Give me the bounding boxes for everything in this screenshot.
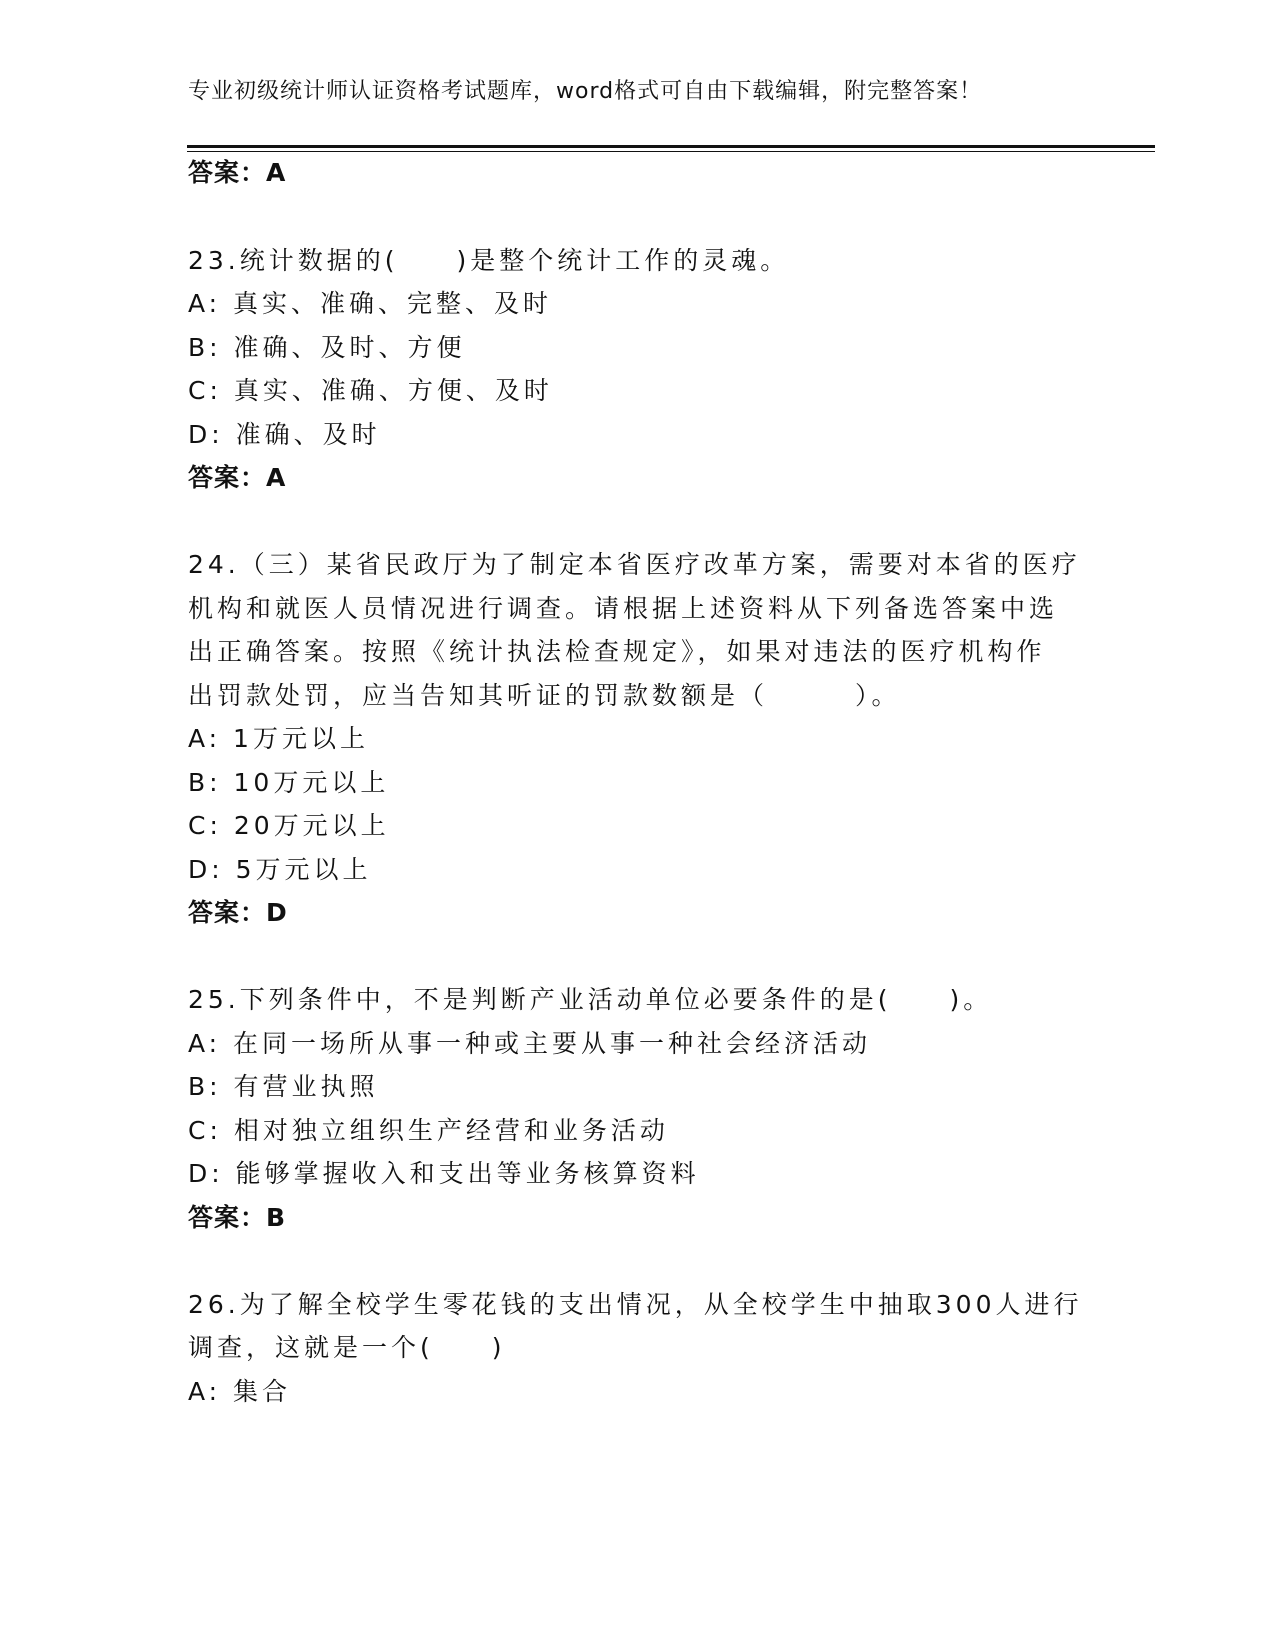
page-header: 专业初级统计师认证资格考试题库，word格式可自由下载编辑，附完整答案！ — [188, 79, 983, 104]
question-23-option-d: D: 准确、及时 — [188, 420, 381, 449]
question-25-stem: 25.下列条件中，不是判断产业活动单位必要条件的是( )。 — [188, 985, 993, 1014]
question-24-stem-line: 机构和就医人员情况进行调查。请根据上述资料从下列备选答案中选 — [188, 594, 1059, 623]
question-23-option-c: C: 真实、准确、方便、及时 — [188, 376, 553, 405]
question-24-option-d: D: 5万元以上 — [188, 855, 372, 884]
question-24-option-a: A: 1万元以上 — [188, 724, 369, 753]
question-23-option-b: B: 准确、及时、方便 — [188, 333, 466, 362]
question-26-option-a: A: 集合 — [188, 1377, 292, 1406]
answer-25: 答案：B — [188, 1203, 287, 1232]
answer-23: 答案：A — [188, 463, 287, 492]
question-23-option-a: A: 真实、准确、完整、及时 — [188, 289, 553, 318]
header-rule-thick — [187, 145, 1155, 148]
question-24-option-c: C: 20万元以上 — [188, 811, 390, 840]
question-26-stem-line: 26.为了解全校学生零花钱的支出情况，从全校学生中抽取300人进行 — [188, 1290, 1083, 1319]
question-25-option-d: D: 能够掌握收入和支出等业务核算资料 — [188, 1159, 700, 1188]
question-26-stem-line: 调查，这就是一个( ) — [188, 1333, 506, 1362]
question-24-stem-line: 出罚款处罚，应当告知其听证的罚款数额是（ ）。 — [188, 681, 901, 710]
question-25-option-a: A: 在同一场所从事一种或主要从事一种社会经济活动 — [188, 1029, 872, 1058]
question-23-stem: 23.统计数据的( )是整个统计工作的灵魂。 — [188, 246, 790, 275]
answer-24: 答案：D — [188, 898, 288, 927]
question-25-option-b: B: 有营业执照 — [188, 1072, 379, 1101]
question-24-option-b: B: 10万元以上 — [188, 768, 390, 797]
answer-22: 答案：A — [188, 158, 287, 187]
question-25-option-c: C: 相对独立组织生产经营和业务活动 — [188, 1116, 669, 1145]
question-24-stem-line: 24.（三）某省民政厅为了制定本省医疗改革方案，需要对本省的医疗 — [188, 550, 1081, 579]
header-rule-thin — [187, 151, 1155, 152]
question-24-stem-line: 出正确答案。按照《统计执法检查规定》，如果对违法的医疗机构作 — [188, 637, 1046, 666]
